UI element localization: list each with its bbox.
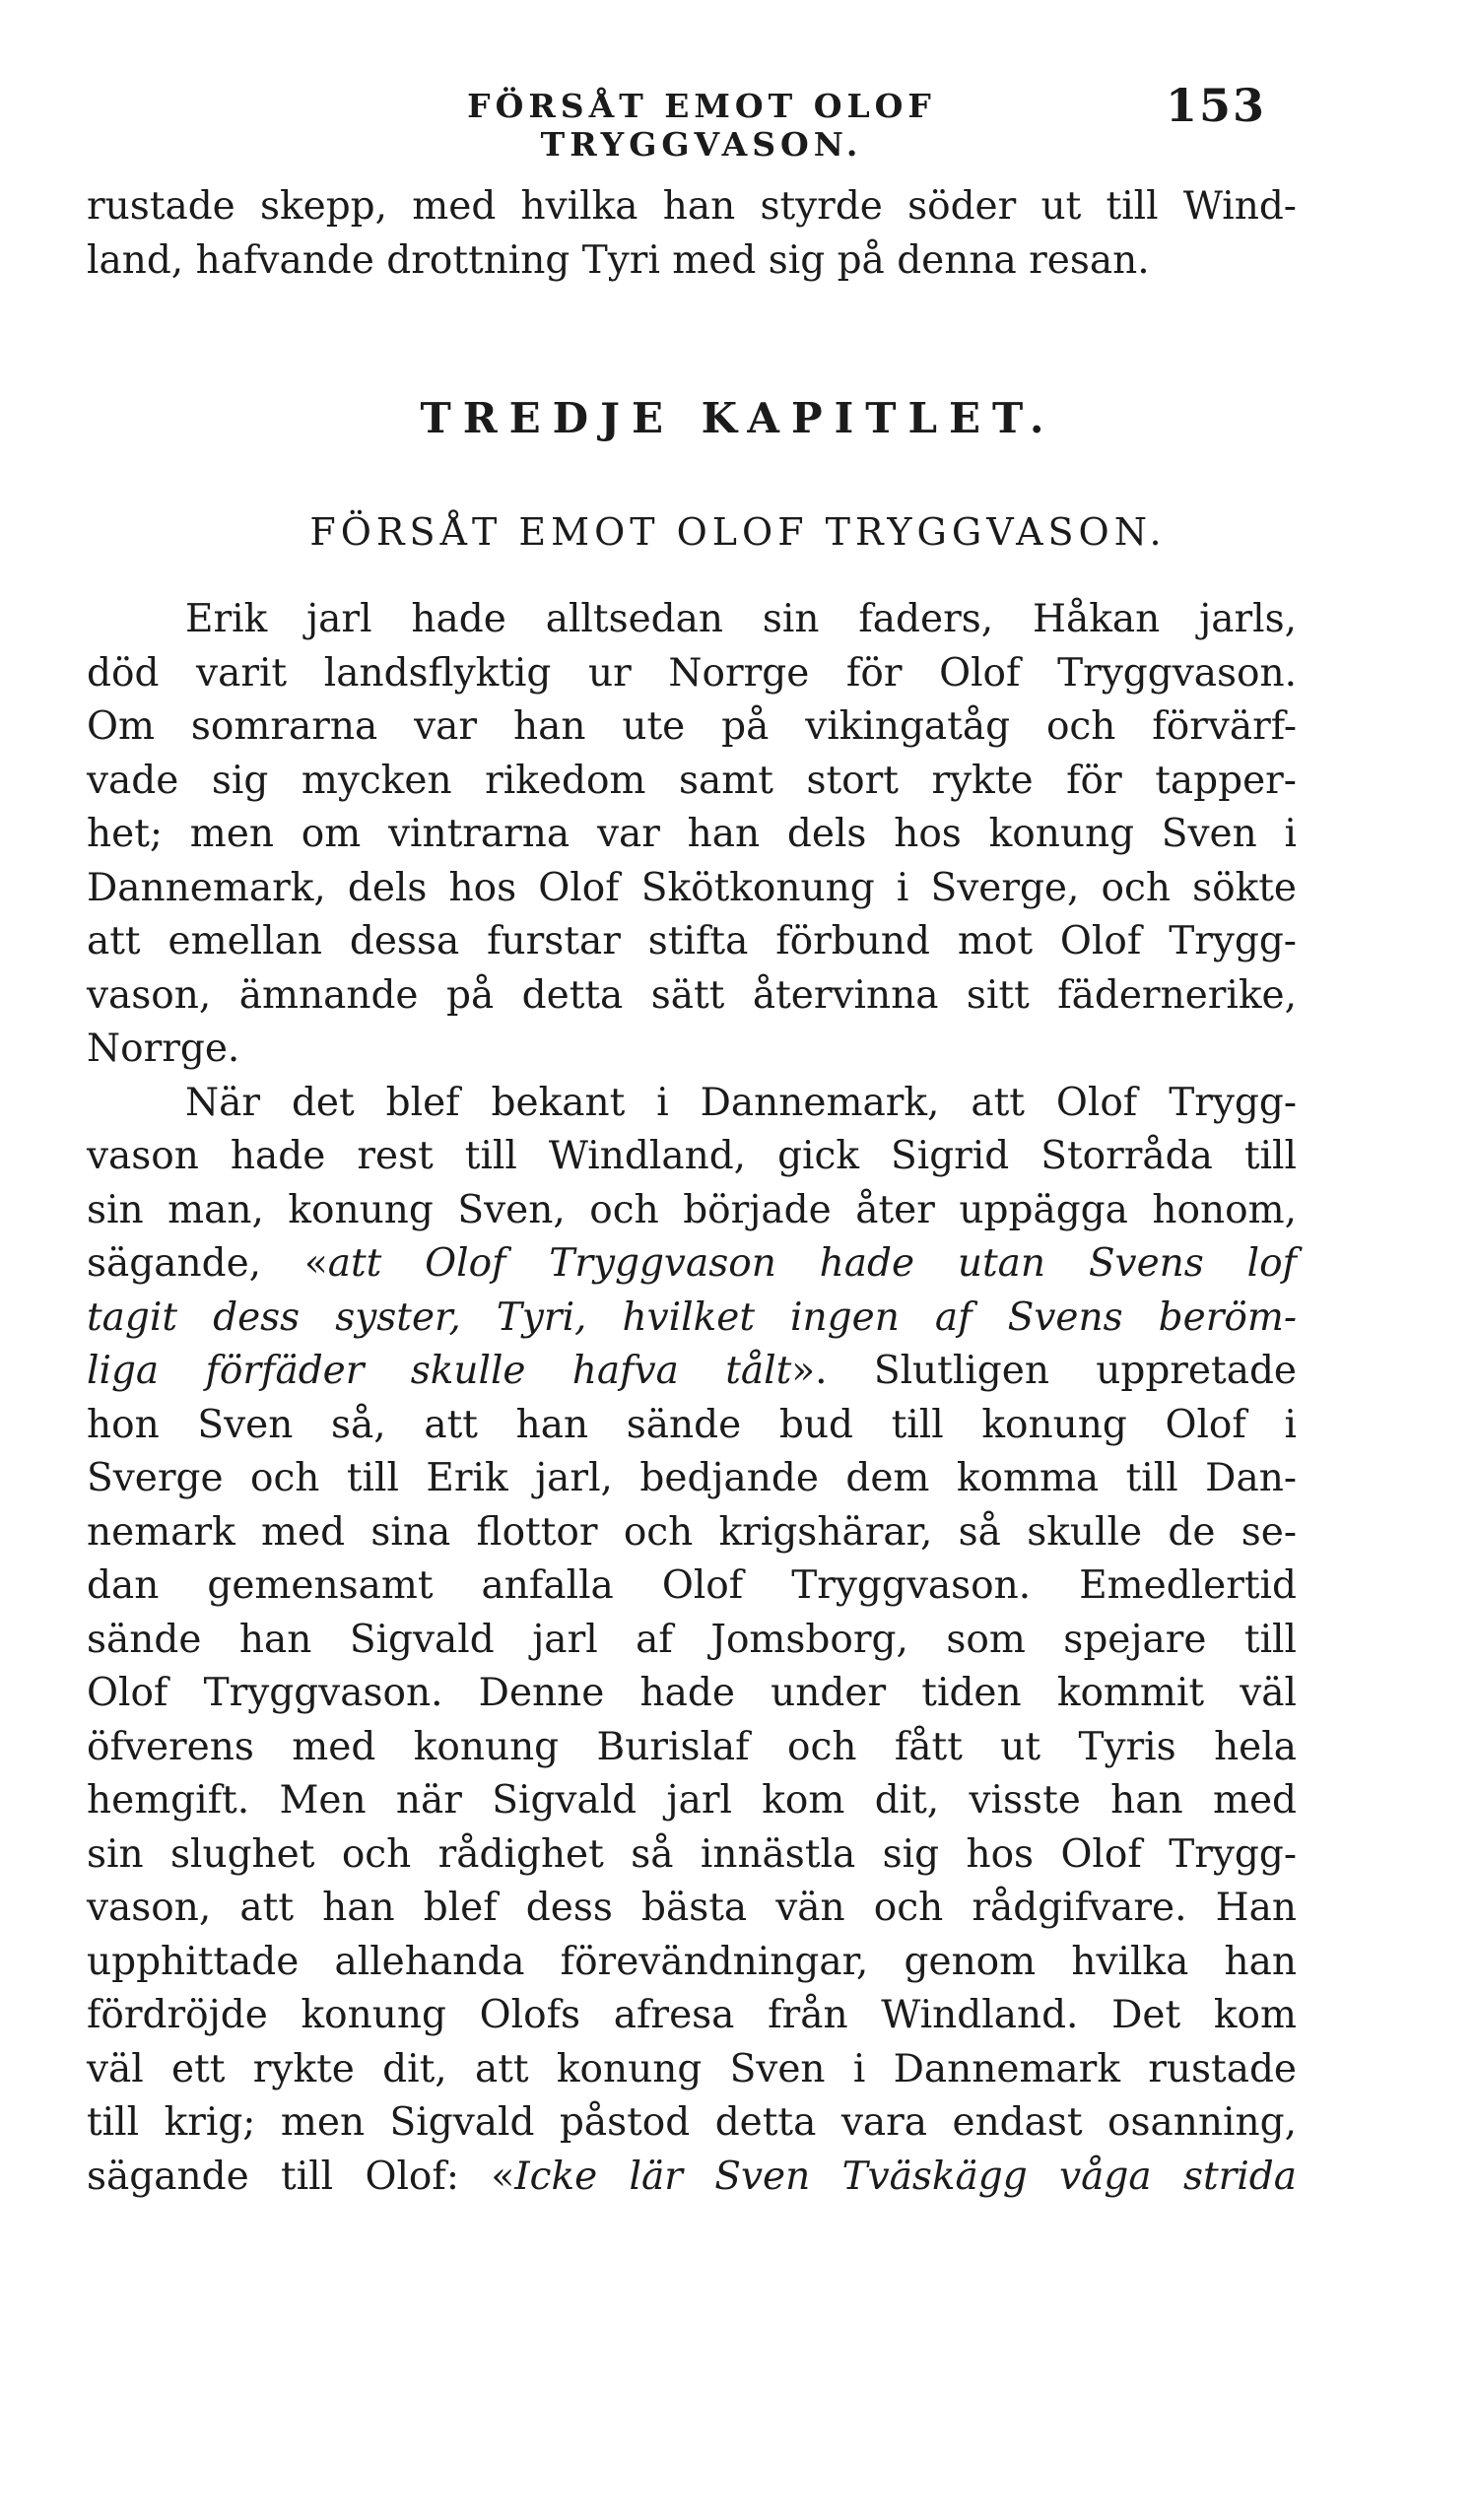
text-line: land, hafvande drottning Tyri med sig på denna resan. bbox=[87, 237, 1150, 283]
text-line: öfverens med konung Burislaf och fått ut Tyris hela bbox=[87, 1724, 1297, 1769]
text-line bbox=[87, 1237, 1297, 1292]
text-line: nemark med sina flottor och krigshärar, så skulle de se- bbox=[87, 1509, 1297, 1555]
text-line: död varit landsflyktig ur Norrge för Olof Tryggvason. bbox=[87, 650, 1297, 696]
quote-italic-line: tagit dess syster, Tyri, hvilket ingen af Svens beröm- bbox=[87, 1294, 1297, 1340]
quote-italic: Icke lär Sven Tväskägg våga strida bbox=[514, 2154, 1297, 2199]
text-line: dan gemensamt anfalla Olof Tryggvason. Emedlertid bbox=[87, 1563, 1297, 1608]
text-line: Sverge och till Erik jarl, bedjande dem komma till Dan- bbox=[87, 1456, 1297, 1500]
text-line: Dannemark, dels hos Olof Skötkonung i Sverge, och sökte bbox=[87, 865, 1297, 910]
text-line: vason, ämnande på detta sätt återvinna sitt fädernerike, bbox=[87, 972, 1297, 1018]
text-line: upphittade allehanda förevändningar, genom hvilka han bbox=[87, 1939, 1297, 1984]
text-line: Om somrarna var han ute på vikingatåg och förvärf- bbox=[87, 704, 1297, 749]
text-run: sägande, « bbox=[87, 1241, 328, 1286]
quote-italic: att Olof Tryggvason hade utan Svens lof bbox=[327, 1241, 1297, 1286]
text-line: hon Sven så, att han sände bud till konung Olof i bbox=[87, 1402, 1297, 1447]
text-line: vason, att han blef dess bästa vän och rådgifvare. Han bbox=[87, 1886, 1297, 1930]
body-text bbox=[87, 593, 1297, 2204]
text-line: het; men om vintrarna var han dels hos konung Sven i bbox=[87, 812, 1297, 856]
text-line: Norrge. bbox=[87, 1027, 240, 1071]
page-number: 153 bbox=[1166, 79, 1267, 132]
text-line bbox=[87, 1345, 1297, 1399]
running-head: FÖRSÅT EMOT OLOF TRYGGVASON. bbox=[467, 87, 936, 164]
text-line: väl ett rykte dit, att konung Sven i Dannemark rustade bbox=[87, 2046, 1297, 2091]
text-line bbox=[87, 2151, 1297, 2205]
text-line: När det blef bekant i Dannemark, att Olof Trygg- bbox=[185, 1080, 1297, 1125]
text-line: sin slughet och rådighet så innästla sig hos Olof Trygg- bbox=[87, 1831, 1297, 1877]
quote-italic: liga förfäder skulle hafva tålt bbox=[87, 1349, 792, 1393]
text-run: ». Slutligen uppretade bbox=[791, 1349, 1297, 1393]
text-run: sägande till Olof: « bbox=[87, 2154, 515, 2199]
chapter-heading: TREDJE KAPITLET. bbox=[420, 394, 1056, 442]
text-line: att emellan dessa furstar stifta förbund mot Olof Trygg- bbox=[87, 919, 1297, 963]
text-line: hemgift. Men när Sigvald jarl kom dit, visste han med bbox=[87, 1778, 1297, 1823]
text-line: rustade skepp, med hvilka han styrde söder ut till Wind- bbox=[87, 184, 1297, 229]
text-line: vade sig mycken rikedom samt stort rykte för tapper- bbox=[87, 758, 1297, 803]
section-heading: FÖRSÅT EMOT OLOF TRYGGVASON. bbox=[309, 510, 1167, 554]
text-line: Erik jarl hade alltsedan sin faders, Håkan jarls, bbox=[185, 597, 1297, 641]
text-line: till krig; men Sigvald påstod detta vara endast osanning, bbox=[87, 2100, 1297, 2145]
text-line: sände han Sigvald jarl af Jomsborg, som spejare till bbox=[87, 1617, 1297, 1662]
text-line: sin man, konung Sven, och började åter uppägga honom, bbox=[87, 1187, 1297, 1232]
text-line: vason hade rest till Windland, gick Sigrid Storråda till bbox=[87, 1134, 1297, 1178]
text-line: Olof Tryggvason. Denne hade under tiden kommit väl bbox=[87, 1671, 1297, 1715]
opening-text bbox=[87, 180, 1297, 288]
text-line: fördröjde konung Olofs afresa från Windland. Det kom bbox=[87, 1993, 1297, 2037]
